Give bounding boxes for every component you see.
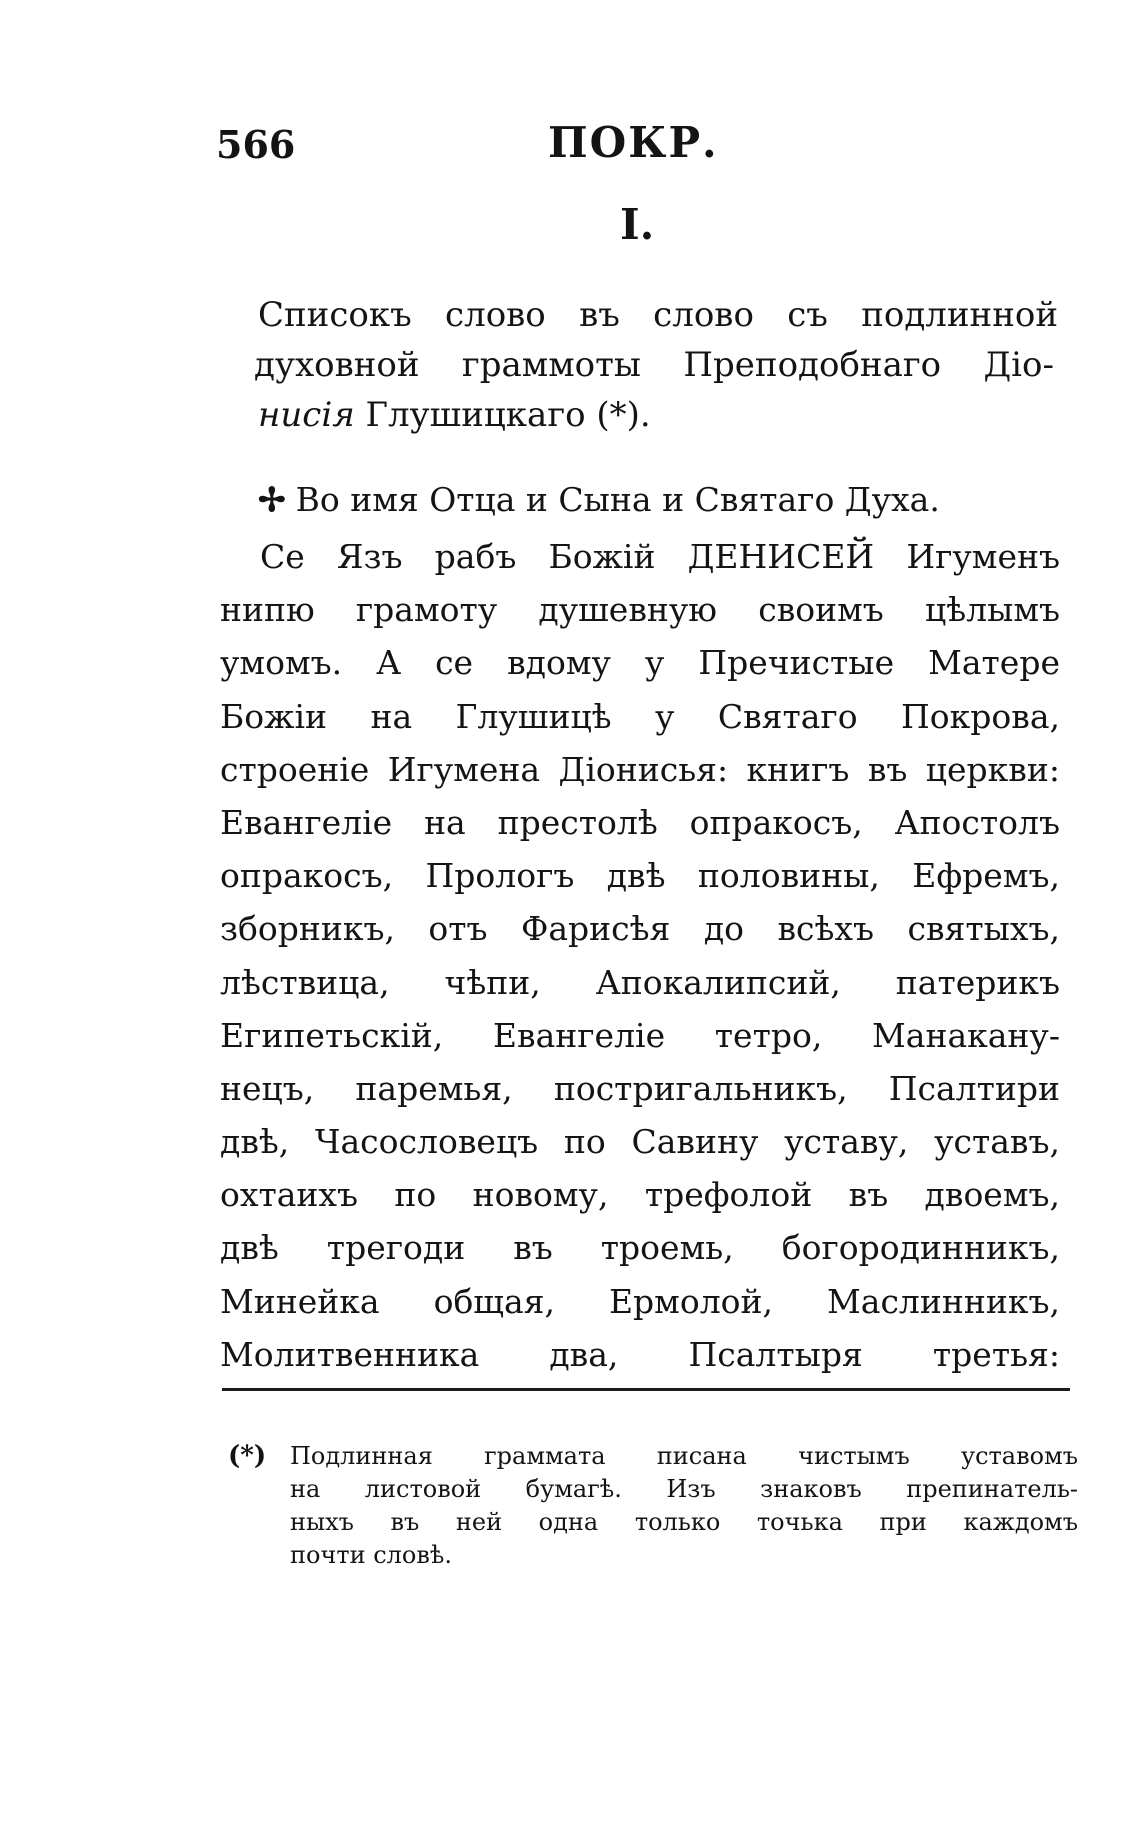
body-line: Молитвенника два, Псалтыря третья: (220, 1334, 1060, 1374)
body-line: двѣ трегоди въ троемь, богородинникъ, (220, 1228, 1060, 1268)
heading-line-rest: Глушицкаго (*). (354, 395, 651, 435)
heading-line: духовной граммоты Преподобнаго Діо- (254, 345, 1054, 385)
body-line: двѣ, Часословецъ по Савину уставу, уставъ, (220, 1122, 1060, 1162)
body-line: зборникъ, отъ Фарисѣя до всѣхъ святыхъ, (220, 909, 1060, 949)
running-head (216, 118, 1096, 178)
body-line: нецъ, паремья, постригальникъ, Псалтири (220, 1068, 1060, 1108)
heading-line (258, 390, 1058, 440)
body-line: Египетьскій, Евангеліе тетро, Манакану- (220, 1015, 1060, 1055)
footnote-line: почти словѣ. (290, 1541, 452, 1569)
heading-line: Списокъ слово въ слово съ подлинной (258, 295, 1058, 335)
heading-italic-name: нисія (258, 395, 355, 435)
cross-icon: ✢ (258, 480, 286, 519)
body-line: Евангеліе на престолѣ опракосъ, Апостолъ (220, 802, 1060, 842)
body-text (220, 530, 1060, 1381)
footnote-divider (222, 1388, 1070, 1391)
body-line: нипю грамоту душевную своимъ цѣлымъ (220, 590, 1060, 630)
footnote-line: на листовой бумагѣ. Изъ знаковъ препинатель- (290, 1475, 1078, 1503)
footnote-line: Подлинная граммата писана чистымъ уставомъ (290, 1442, 1078, 1470)
invocation (258, 480, 940, 519)
body-line: строеніе Игумена Діонисья: книгъ въ церкви: (220, 749, 1060, 789)
page-number: 566 (216, 122, 296, 167)
footnote (228, 1440, 1078, 1572)
document-heading (254, 290, 1058, 440)
body-line: лѣствица, чѣпи, Апокалипсий, патерикъ (220, 962, 1060, 1002)
body-line: Минейка общая, Ермолой, Маслинникъ, (220, 1281, 1060, 1321)
footnote-marker: (*) (228, 1441, 267, 1471)
body-line: опракосъ, Прологъ двѣ половины, Ефремъ, (220, 856, 1060, 896)
body-line: охтаихъ по новому, трефолой въ двоемъ, (220, 1175, 1060, 1215)
body-line: умомъ. А се вдому у Пречистые Матере (220, 643, 1060, 683)
body-line: Се Язъ рабъ Божій ДЕНИСЕЙ Игуменъ (260, 537, 1060, 576)
invocation-text: Во имя Отца и Сына и Святаго Духа. (295, 480, 940, 519)
footnote-line: ныхъ въ ней одна только точька при каждомъ (290, 1508, 1078, 1536)
section-title: ПОКР. (548, 118, 719, 167)
document-number: I. (620, 200, 655, 249)
body-line: Божіи на Глушицѣ у Святаго Покрова, (220, 696, 1060, 736)
